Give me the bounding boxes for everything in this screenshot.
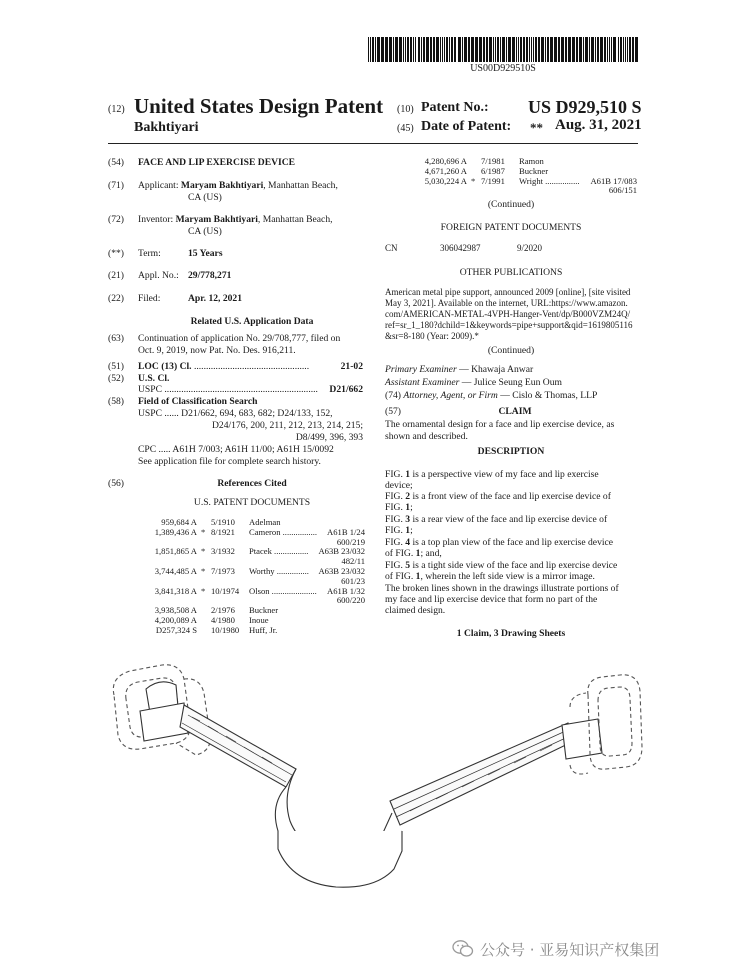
barcode-bar [370, 37, 371, 62]
field-code-term: (**) [108, 248, 124, 259]
primary-examiner-name: — Khawaja Anwar [456, 364, 534, 375]
term-label: Term: [138, 248, 161, 259]
barcode-bar [436, 37, 439, 62]
device-perspective-drawing [100, 655, 656, 930]
ref-cited-by-examiner [201, 606, 211, 616]
ref-cited-by-examiner: * [201, 526, 206, 537]
field-code-52: (52) [108, 373, 124, 384]
ref-number: 4,280,696 A [424, 156, 467, 166]
ref-name: Cameron ................ [249, 526, 318, 537]
ref-name: Adelman [249, 517, 281, 527]
barcode-bar [518, 37, 519, 62]
other-pub-line-1: American metal pipe support, announced 2009 [online], [site visited [385, 287, 631, 297]
barcode-bar [446, 37, 448, 62]
barcode [368, 37, 638, 62]
barcode-bar [500, 37, 501, 62]
us-patent-docs-heading: U.S. PATENT DOCUMENTS [193, 497, 311, 508]
barcode-bar [627, 37, 628, 62]
ref-number: 1,851,865 A [154, 546, 197, 557]
ref-name: Olson ..................... [249, 585, 317, 596]
barcode-bar [377, 37, 380, 62]
barcode-bar [591, 37, 594, 62]
barcode-bar [493, 37, 494, 62]
barcode-bar [520, 37, 522, 62]
ref-name: Buckner [249, 605, 279, 616]
barcode-bar [607, 37, 608, 62]
ref-number: 3,744,485 A [154, 565, 197, 576]
ref-date: 4/1980 [211, 614, 235, 625]
claims-summary: 1 Claim, 3 Drawing Sheets [456, 628, 566, 639]
loc-value: 21-02 [340, 361, 363, 372]
ref-cited-by-examiner: * [201, 565, 206, 576]
field-code-63: (63) [108, 333, 124, 344]
barcode-bar [454, 37, 456, 62]
ref-number: 5,030,224 A [424, 175, 467, 186]
barcode-bar [535, 37, 537, 62]
primary-examiner [385, 364, 533, 376]
patent-no-label: Patent No.: [421, 100, 489, 115]
barcode-bar [541, 37, 544, 62]
broken-lines-line-1: The broken lines shown in the drawings illustrate portions of [385, 583, 619, 594]
barcode-bar [579, 37, 582, 62]
barcode-bar [565, 37, 567, 62]
ref-cited-by-examiner: * [201, 546, 206, 557]
barcode-bar [430, 37, 432, 62]
ref-name [519, 186, 586, 196]
barcode-bar [471, 37, 474, 62]
field-of-search-label: Field of Classification Search [138, 396, 258, 407]
ref-class: 600/220 [336, 595, 365, 606]
barcode-bar [442, 37, 443, 62]
ref-class: 606/151 [608, 185, 637, 196]
barcode-bar [558, 37, 560, 62]
barcode-bar [413, 37, 414, 62]
inventor-location: , Manhattan Beach, [257, 214, 333, 225]
barcode-bar [576, 37, 578, 62]
barcode-bar [405, 37, 406, 62]
search-line-5: See application file for complete search history. [138, 456, 321, 467]
uspc-value: D21/662 [329, 384, 363, 395]
ref-number: D257,324 S [155, 624, 197, 635]
us-reference-row [135, 547, 365, 557]
patent-number: US D929,510 S [528, 97, 642, 117]
barcode-bar [516, 37, 517, 62]
header-rule [108, 143, 638, 144]
barcode-bar [611, 37, 612, 62]
barcode-bar [489, 37, 492, 62]
other-pub-line-5: &sr=8-180 (Year: 2009).* [385, 331, 479, 341]
barcode-bar [623, 37, 624, 62]
ref-class: 600/219 [336, 536, 365, 547]
barcode-bar [618, 37, 619, 62]
us-reference-row [135, 567, 365, 577]
us-reference-row [135, 587, 365, 597]
ref-number: 4,671,260 A [424, 165, 467, 176]
barcode-bar [415, 37, 416, 62]
barcode-bar [468, 37, 470, 62]
barcode-bar [486, 37, 488, 62]
uspc-dots: ................................................................ [164, 384, 318, 395]
field-code-56: (56) [108, 478, 124, 489]
foreign-number: 306042987 [440, 243, 481, 253]
fig4-desc-line-2: of FIG. 1; and, [385, 548, 442, 559]
ref-cited-by-examiner [471, 157, 481, 167]
barcode-bar [568, 37, 571, 62]
ref-date: 3/1932 [211, 546, 235, 557]
ref-class: 482/11 [341, 556, 365, 567]
search-line-1: USPC ...... D21/662, 694, 683, 682; D24/133, 152, [138, 408, 333, 419]
barcode-bar [479, 37, 482, 62]
other-pub-line-3: com/AMERICAN-METAL-4VPH-Hanger-Vent/dp/B000VZM24Q/ [385, 309, 631, 319]
barcode-bar [597, 37, 599, 62]
barcode-bar [538, 37, 540, 62]
ref-name: Buckner [519, 165, 549, 176]
field-code-12: (12) [108, 104, 125, 115]
barcode-bar [444, 37, 445, 62]
barcode-bar [426, 37, 429, 62]
ref-number: 959,684 A [161, 517, 197, 527]
loc-label: LOC (13) Cl. [138, 361, 192, 372]
appl-no-value: 29/778,271 [188, 270, 232, 281]
field-code-71: (71) [108, 180, 124, 191]
barcode-bar [375, 37, 376, 62]
barcode-bar [609, 37, 610, 62]
foreign-docs-heading: FOREIGN PATENT DOCUMENTS [440, 222, 582, 233]
ref-date [481, 186, 519, 196]
barcode-bar [583, 37, 584, 62]
barcode-bar [620, 37, 622, 62]
fig1-desc-line-1: FIG. 1 is a perspective view of my face and lip exercise [385, 469, 599, 480]
barcode-bar [572, 37, 575, 62]
barcode-bar [403, 37, 404, 62]
ref-date: 7/1981 [481, 156, 505, 166]
ref-name: Worthy ............... [249, 565, 309, 576]
barcode-bar [423, 37, 425, 62]
other-pub-line-4: ref=sr_1_180?dchild=1&keywords=pipe+support&qid=1619805116 [385, 320, 633, 330]
applicant-state: CA (US) [188, 192, 222, 203]
date-of-patent: Aug. 31, 2021 [555, 117, 642, 133]
invention-title: FACE AND LIP EXERCISE DEVICE [138, 157, 296, 168]
fig3-desc-line-2: FIG. 1; [385, 525, 413, 536]
ref-number: 1,389,436 A [154, 526, 197, 537]
barcode-bar [407, 37, 409, 62]
claim-line-1: The ornamental design for a face and lip exercise device, as [385, 419, 615, 430]
term-value: 15 Years [188, 248, 223, 259]
appl-no-label: Appl. No.: [138, 270, 179, 281]
ref-number: 3,938,508 A [154, 605, 197, 616]
barcode-bar [395, 37, 398, 62]
barcode-bar [399, 37, 402, 62]
claim-line-2: shown and described. [385, 431, 468, 442]
barcode-bar [440, 37, 441, 62]
field-code-21: (21) [108, 270, 124, 281]
field-code-51: (51) [108, 361, 124, 372]
inventor-label: Inventor: [138, 214, 174, 225]
barcode-bar [495, 37, 496, 62]
ref-name: Wright ................ [519, 175, 580, 186]
barcode-bar [410, 37, 412, 62]
barcode-bar [533, 37, 534, 62]
document-title: United States Design Patent [134, 94, 384, 118]
term-stars: ** [530, 120, 543, 135]
ref-class: A61B 1/24 [327, 526, 365, 537]
fig4-desc-line-1: FIG. 4 is a top plan view of the face and lip exercise device [385, 537, 614, 548]
ref-date: 6/1987 [481, 165, 505, 176]
uspc-label: USPC [138, 384, 162, 395]
references-heading: References Cited [217, 478, 287, 489]
fig3-desc-line-1: FIG. 3 is a rear view of the face and lip exercise device of [385, 514, 608, 525]
filed-value: Apr. 12, 2021 [188, 293, 243, 304]
us-reference-row [405, 186, 637, 196]
barcode-bar [462, 37, 463, 62]
broken-lines-line-2: my face and lip exercise device that form no part of the [385, 594, 598, 605]
ref-class [318, 626, 365, 636]
loc-line [138, 361, 309, 373]
barcode-bar [464, 37, 467, 62]
barcode-bar [475, 37, 478, 62]
ref-class [318, 616, 365, 626]
barcode-bar [545, 37, 546, 62]
ref-number: 3,841,318 A [154, 585, 197, 596]
related-heading: Related U.S. Application Data [190, 316, 314, 327]
ref-date: 7/1991 [481, 175, 505, 186]
other-publications-heading: OTHER PUBLICATIONS [459, 267, 563, 278]
barcode-bar [604, 37, 606, 62]
fig5-desc-line-2: of FIG. 1, wherein the left side view is a mirror image. [385, 571, 595, 582]
applicant-label: Applicant: [138, 180, 179, 191]
ref-date: 5/1910 [211, 517, 235, 527]
field-code-54: (54) [108, 157, 124, 168]
barcode-bar [497, 37, 499, 62]
barcode-bar [550, 37, 553, 62]
search-line-3: D8/499, 396, 393 [295, 432, 363, 443]
fig5-desc-line-1: FIG. 5 is a tight side view of the face and lip exercise device [385, 560, 618, 571]
barcode-bar [629, 37, 631, 62]
uspc-line [138, 384, 318, 396]
ref-class: A61B 17/083 [590, 175, 637, 186]
barcode-bar [632, 37, 634, 62]
fig2-desc-line-1: FIG. 2 is a front view of the face and lip exercise device of [385, 491, 611, 502]
loc-dots: ................................................ [193, 361, 310, 372]
field-code-57: (57) [385, 406, 401, 417]
ref-date: 10/1980 [211, 624, 240, 635]
ref-cited-by-examiner: * [201, 585, 206, 596]
ref-cited-by-examiner [201, 596, 211, 606]
ref-name: Ptacek ................ [249, 546, 309, 557]
continued-label-2: (Continued) [487, 345, 535, 356]
field-code-58: (58) [108, 396, 124, 407]
barcode-bar [385, 37, 388, 62]
barcode-bar [393, 37, 394, 62]
barcode-bar [635, 37, 638, 62]
fig2-desc-line-2: FIG. 1; [385, 502, 413, 513]
barcode-bar [585, 37, 588, 62]
barcode-bar [449, 37, 450, 62]
foreign-date: 9/2020 [517, 243, 543, 253]
other-pub-line-2: May 3, 2021]. Available on the internet, URL:https://www.amazon. [385, 298, 628, 308]
inventor-line [138, 214, 333, 226]
ref-date: 7/1973 [211, 565, 235, 576]
filed-label: Filed: [138, 293, 161, 304]
date-of-patent-label: Date of Patent: [421, 119, 512, 134]
barcode-bar [512, 37, 515, 62]
barcode-bar [613, 37, 616, 62]
ref-name: Inoue [249, 614, 269, 625]
barcode-bar [595, 37, 596, 62]
ref-date: 10/1974 [211, 585, 240, 596]
ref-class [586, 157, 637, 167]
inventor-state: CA (US) [188, 226, 222, 237]
barcode-bar [547, 37, 549, 62]
continued-label-1: (Continued) [487, 199, 535, 210]
watermark-text: 公众号 · 亚易知识产权集团 [480, 941, 660, 959]
continuation-line-1: Continuation of application No. 29/708,777, filed on [138, 333, 341, 344]
barcode-bar [625, 37, 626, 62]
assistant-examiner-label: Assistant Examiner [385, 377, 460, 388]
barcode-bar [389, 37, 392, 62]
barcode-bar [368, 37, 369, 62]
field-code-72: (72) [108, 214, 124, 225]
assistant-examiner-name: — Julice Seung Eun Oum [459, 377, 562, 388]
barcode-bar [526, 37, 528, 62]
barcode-bar [372, 37, 374, 62]
continuation-line-2: Oct. 9, 2019, now Pat. No. Des. 916,211. [138, 345, 296, 356]
assistant-examiner [385, 377, 562, 389]
barcode-bar [458, 37, 461, 62]
field-code-74: (74) [385, 390, 401, 401]
barcode-bar [554, 37, 557, 62]
applicant-line [138, 180, 338, 192]
barcode-number: US00D929510S [470, 63, 536, 74]
ref-class: A61B 1/32 [327, 585, 365, 596]
barcode-bar [421, 37, 422, 62]
ref-name: Huff, Jr. [249, 624, 278, 635]
broken-lines-line-3: claimed design. [385, 605, 446, 616]
primary-examiner-label: Primary Examiner [385, 364, 457, 375]
ref-date: 8/1921 [211, 526, 235, 537]
ref-cited-by-examiner [471, 186, 481, 196]
attorney-name: — Cislo & Thomas, LLP [497, 390, 598, 401]
wechat-icon [452, 939, 474, 959]
search-line-2: D24/176, 200, 211, 212, 213, 214, 215; [211, 420, 363, 431]
barcode-bar [508, 37, 511, 62]
barcode-bar [433, 37, 435, 62]
ref-number: 4,200,089 A [154, 614, 197, 625]
ref-cited-by-examiner: * [471, 175, 476, 186]
field-code-22: (22) [108, 293, 124, 304]
inventor-name: Maryam Bakhtiyari [175, 214, 258, 225]
barcode-bar [531, 37, 532, 62]
claim-heading: CLAIM [498, 406, 532, 417]
field-code-45: (45) [397, 123, 414, 134]
barcode-bar [529, 37, 530, 62]
ref-cited-by-examiner [201, 616, 211, 626]
us-references-table [135, 518, 365, 636]
barcode-bar [506, 37, 507, 62]
barcode-bar [589, 37, 590, 62]
ref-date: 2/1976 [211, 605, 235, 616]
applicant-name: Maryam Bakhtiyari [180, 180, 264, 191]
description-heading: DESCRIPTION [477, 446, 545, 457]
ref-class: 601/23 [341, 575, 365, 586]
us-references-continued-table [405, 157, 637, 196]
field-code-10: (10) [397, 104, 414, 115]
barcode-bar [523, 37, 525, 62]
search-line-4: CPC ..... A61H 7/003; A61H 11/00; A61H 15/0092 [138, 444, 334, 455]
barcode-bar [418, 37, 420, 62]
barcode-bar [561, 37, 564, 62]
ref-class: A63B 23/032 [318, 546, 365, 557]
fig1-desc-line-2: device; [385, 480, 413, 491]
ref-cited-by-examiner [201, 626, 211, 636]
us-cl-label: U.S. Cl. [138, 373, 170, 384]
attorney-label: Attorney, Agent, or Firm [403, 390, 498, 401]
us-reference-row [405, 177, 637, 187]
attorney-line [385, 390, 597, 402]
ref-name: Ramon [519, 156, 544, 166]
wechat-watermark [452, 938, 742, 960]
barcode-bar [483, 37, 485, 62]
barcode-bar [451, 37, 453, 62]
ref-class [318, 606, 365, 616]
applicant-location: , Manhattan Beach, [263, 180, 338, 191]
ref-number [405, 186, 471, 196]
us-reference-row [135, 626, 365, 636]
inventor-surname: Bakhtiyari [134, 120, 199, 135]
barcode-bar [381, 37, 384, 62]
barcode-bar [600, 37, 603, 62]
barcode-bar [502, 37, 505, 62]
ref-class: A63B 23/032 [318, 565, 365, 576]
us-reference-row [135, 528, 365, 538]
foreign-country: CN [385, 243, 398, 253]
